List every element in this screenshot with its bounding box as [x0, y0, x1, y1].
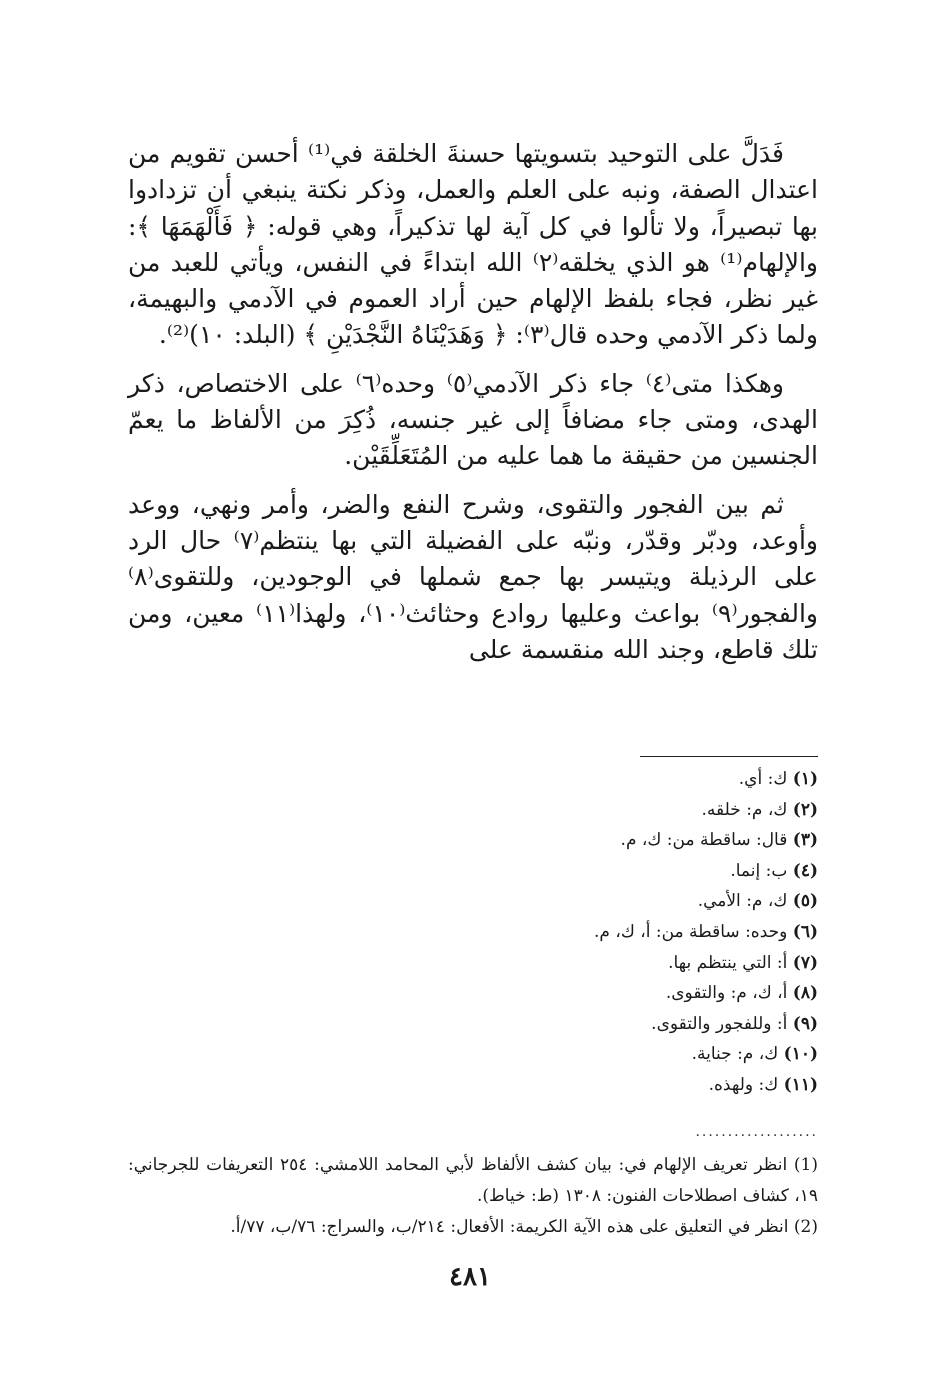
footnote-item: (٧) أ: التي ينتظم بها.: [668, 952, 818, 973]
footnote-item: (٢) ك، م: خلقه.: [701, 799, 818, 820]
footnote-item: (٣) قال: ساقطة من: ك، م.: [620, 830, 818, 851]
editor-note: (2) انظر في التعليق على هذه الآية الكريمة: الأفعال: ٢١٤/ب، والسراج: ٧٦/ب، ٧٧/أ.: [230, 1217, 818, 1237]
paragraph-1: فَدَلَّ على التوحيد بتسويتها حسنةَ الخلقة في⁽¹⁾ أحسن تقويم من اعتدال الصفة، ونبه على العلم والعمل، وذكر نكتة ينبغي أن تزدادوا بها تبصيراً، ولا تألوا في كل آية لها تذكيراً، وهي قوله: ﴿ فَأَلْهَمَهَا ﴾: والإلهام⁽¹⁾ هو الذي يخلقه⁽٢⁾ الله ابتداءً في النفس، ويأتي للعبد من غير نظر، فجاء بلفظ الإلهام حين أراد العموم في الآدمي والبهيمة، ولما ذكر الآدمي وحده قال⁽٣⁾: ﴿ وَهَدَيْنَاهُ النَّجْدَيْنِ ﴾ (البلد: ١٠)⁽²⁾.: [128, 139, 818, 350]
footnote-item: (١١) ك: ولهذه.: [708, 1074, 818, 1095]
paragraph-2: وهكذا متى⁽٤⁾ جاء ذكر الآدمي⁽٥⁾ وحده⁽٦⁾ على الاختصاص، ذكر الهدى، ومتى جاء مضافاً إلى غير جنسه، ذُكِرَ من الألفاظ ما يعمّ الجنسين من حقيقة ما هما عليه من المُتَعَلِّقَيْن.: [128, 368, 818, 471]
footnote-item: (٥) ك، م: الأمي.: [697, 891, 818, 912]
page-number: ٤٨١: [449, 1262, 491, 1292]
editor-notes-separator: ...................: [695, 1124, 818, 1140]
footnote-item: (٤) ب: إنما.: [730, 860, 818, 881]
footnote-item: (١٠) ك، م: جناية.: [691, 1044, 818, 1065]
footnote-list: [500, 764, 818, 1101]
footnote-item: (٨) أ، ك، م: والتقوى.: [665, 983, 818, 1004]
footnote-item: (١) ك: أي.: [738, 769, 818, 789]
footnote-separator-line: [640, 756, 818, 757]
paragraph-3: ثم بين الفجور والتقوى، وشرح النفع والضر، وأمر ونهي، ووعد وأوعد، ودبّر وقدّر، ونبّه على الفضيلة التي بها ينتظم⁽٧⁾ حال الرد على الرذيلة ويتيسر بها جمع شملها في الوجودين، وللتقوى⁽٨⁾ والفجور⁽٩⁾ بواعث وعليها روادع وحثائث⁽١٠⁾، ولهذا⁽١١⁾ معين، ومن تلك قاطع، وجند الله منقسمة على: [128, 489, 819, 664]
footnote-item: (٩) أ: وللفجور والتقوى.: [651, 1013, 818, 1034]
editor-notes: [128, 1150, 818, 1243]
editor-note: (1) انظر تعريف الإلهام في: بيان كشف الألفاظ لأبي المحامد اللامشي: ٢٥٤ التعريفات للجرجاني: ١٩، كشاف اصطلاحات الفنون: ١٣٠٨ (ط: خياط).: [128, 1155, 818, 1206]
footnote-item: (٦) وحده: ساقطة من: أ، ك، م.: [594, 921, 818, 942]
main-text: [128, 136, 818, 680]
